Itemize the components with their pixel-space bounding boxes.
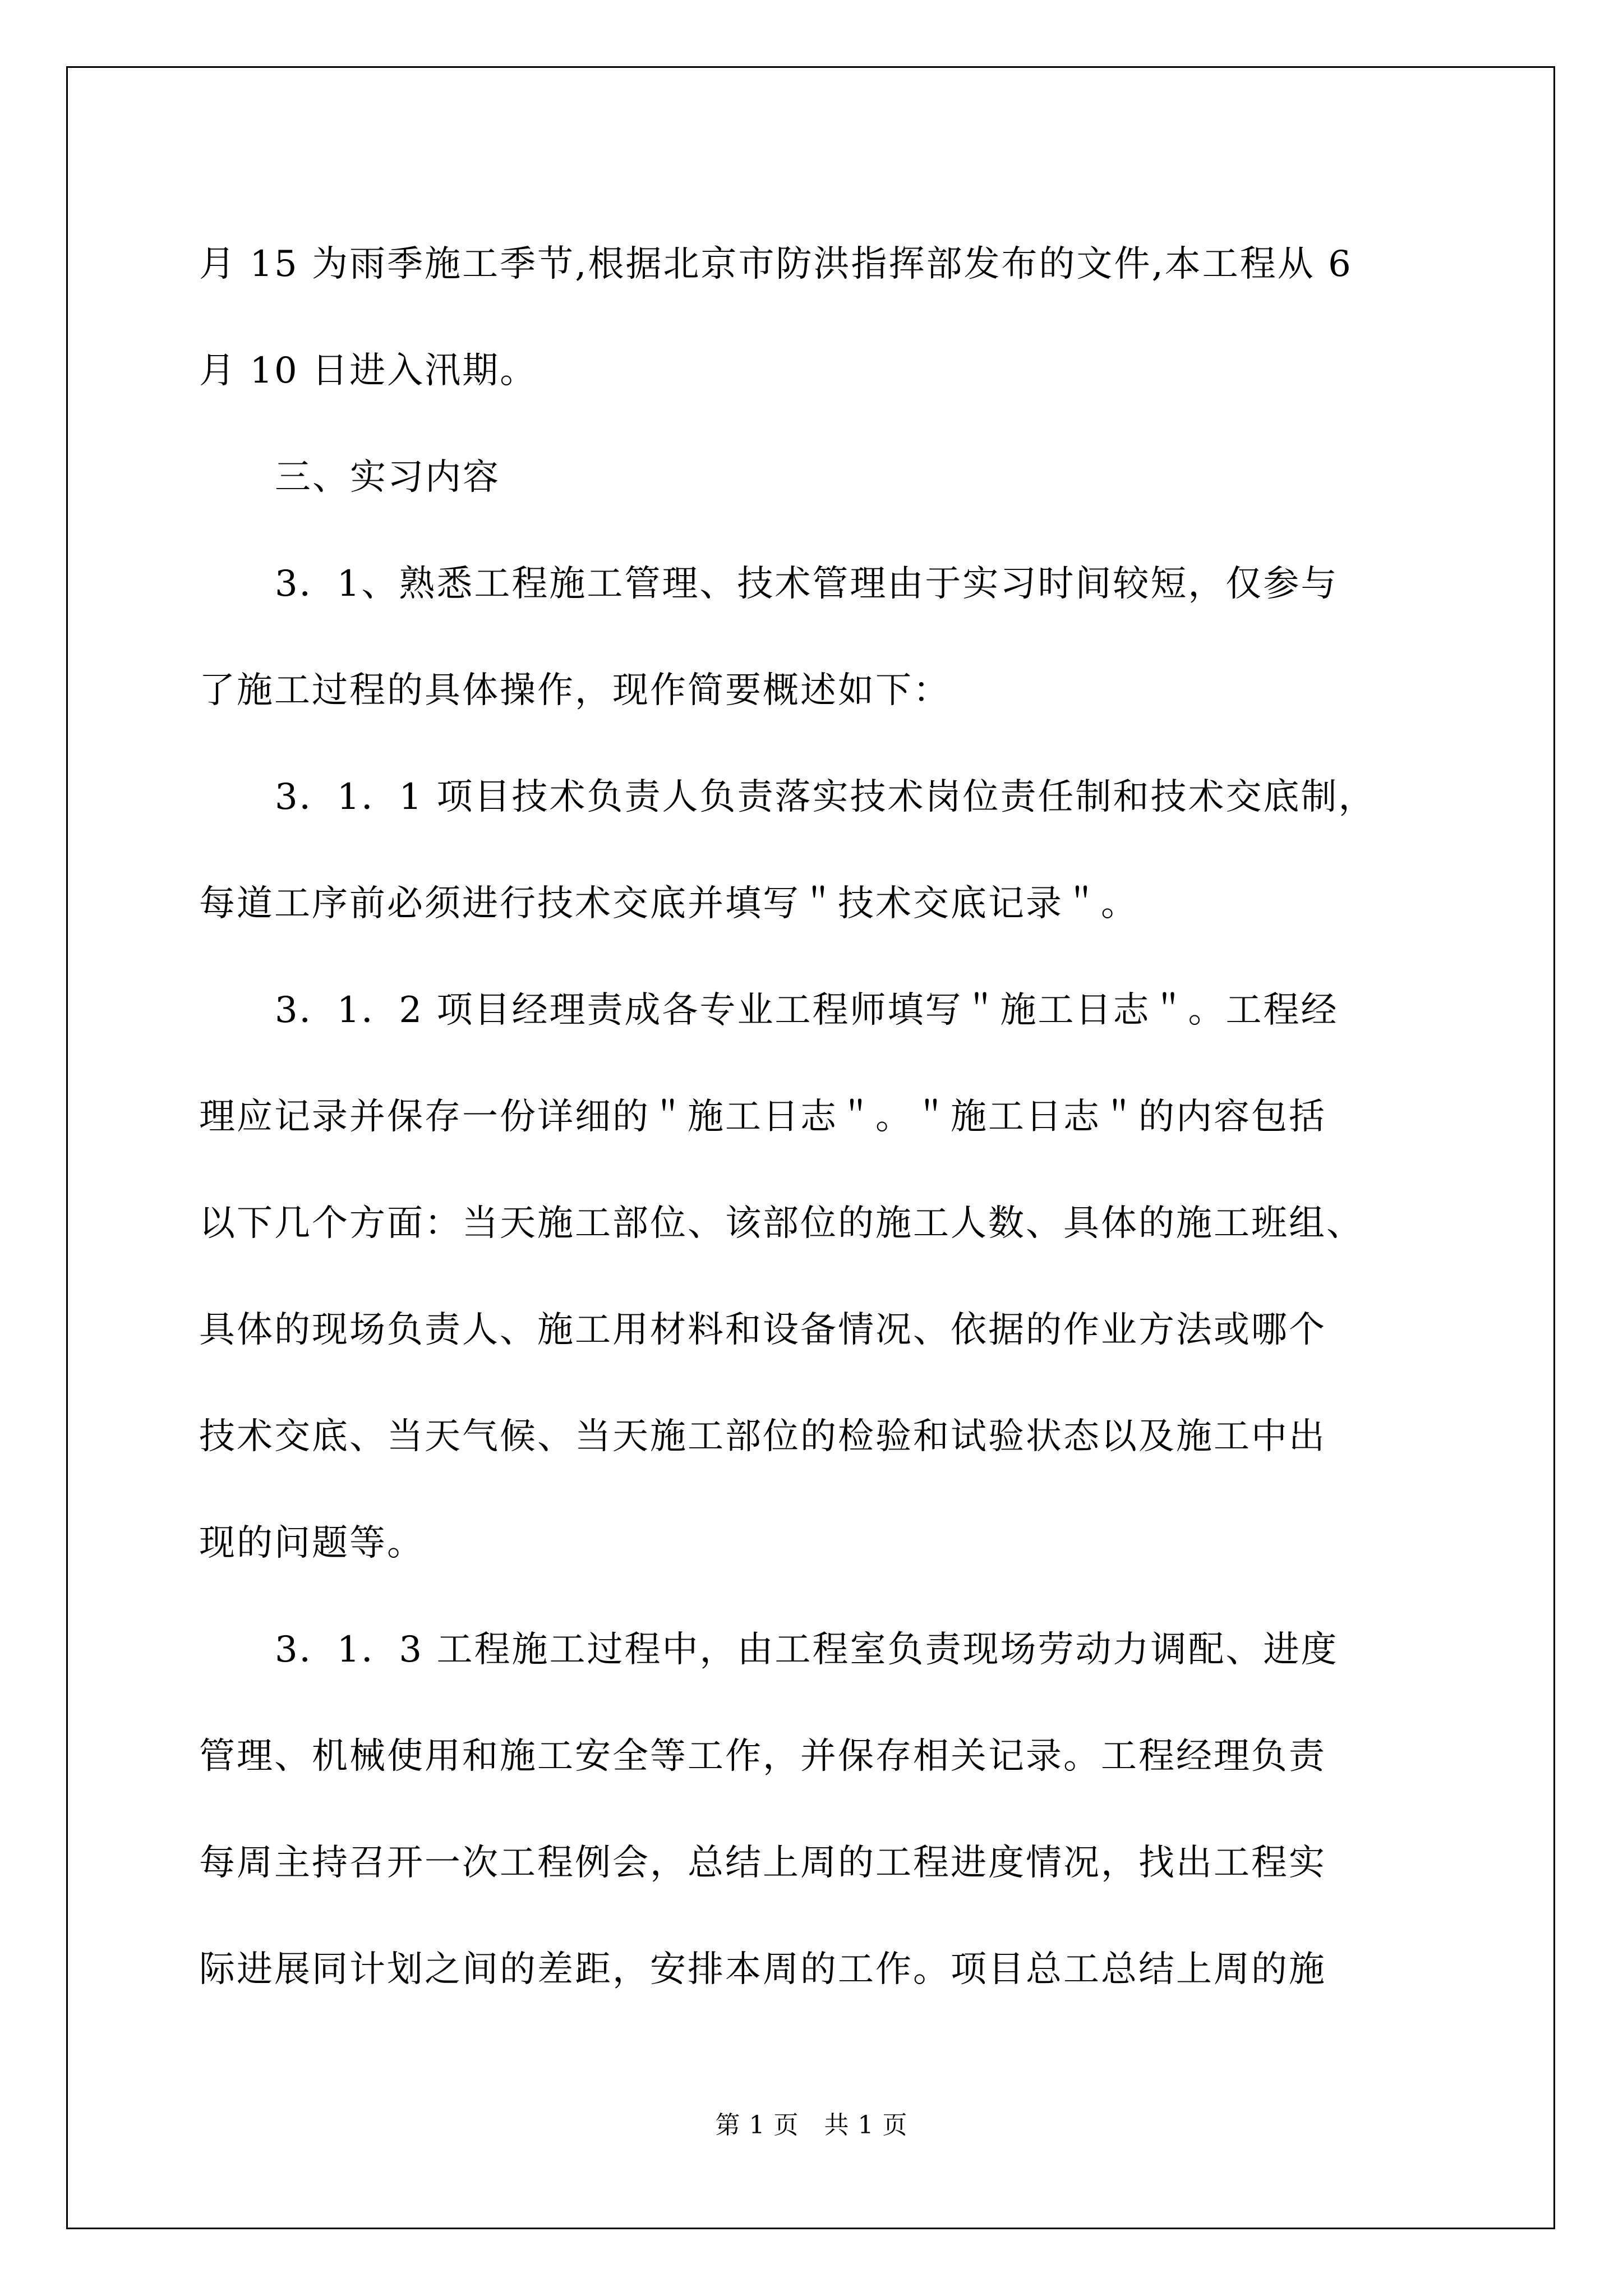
text-line: 理应记录并保存一份详细的＂施工日志＂。＂施工日志＂的内容包括 [199,1096,1326,1138]
text-line: 3．1．3 工程施工过程中，由工程室负责现场劳动力调配、进度 [275,1629,1339,1671]
text-line: 具体的现场负责人、施工用材料和设备情况、依据的作业方法或哪个 [199,1309,1326,1351]
page-footer [0,2105,1623,2141]
text-line: 以下几个方面：当天施工部位、该部位的施工人数、具体的施工班组、 [199,1203,1364,1244]
page-number: 第 1 页 共 1 页 [715,2111,908,2139]
text-line: 3．1．2 项目经理责成各专业工程师填写＂施工日志＂。工程经 [275,990,1339,1031]
text-line: 月 10 日进入汛期。 [199,350,538,392]
section-heading: 三、实习内容 [275,457,500,498]
text-line: 3．1、熟悉工程施工管理、技术管理由于实习时间较短，仅参与 [275,563,1339,605]
text-line: 了施工过程的具体操作，现作简要概述如下： [199,670,951,711]
text-line: 3．1．1 项目技术负责人负责落实技术岗位责任制和技术交底制， [275,776,1376,818]
text-line: 现的问题等。 [199,1522,425,1564]
text-line: 月 15 为雨季施工季节,根据北京市防洪指挥部发布的文件,本工程从 6 [199,243,1353,285]
text-line: 际进展同计划之间的差距，安排本周的工作。项目总工总结上周的施 [199,1949,1326,1990]
text-line: 每周主持召开一次工程例会，总结上周的工程进度情况，找出工程实 [199,1842,1326,1884]
document-body [199,211,1489,2023]
text-line: 技术交底、当天气候、当天施工部位的检验和试验状态以及施工中出 [199,1416,1326,1457]
text-line: 管理、机械使用和施工安全等工作，并保存相关记录。工程经理负责 [199,1736,1326,1777]
text-line: 每道工序前必须进行技术交底并填写＂技术交底记录＂。 [199,883,1138,924]
